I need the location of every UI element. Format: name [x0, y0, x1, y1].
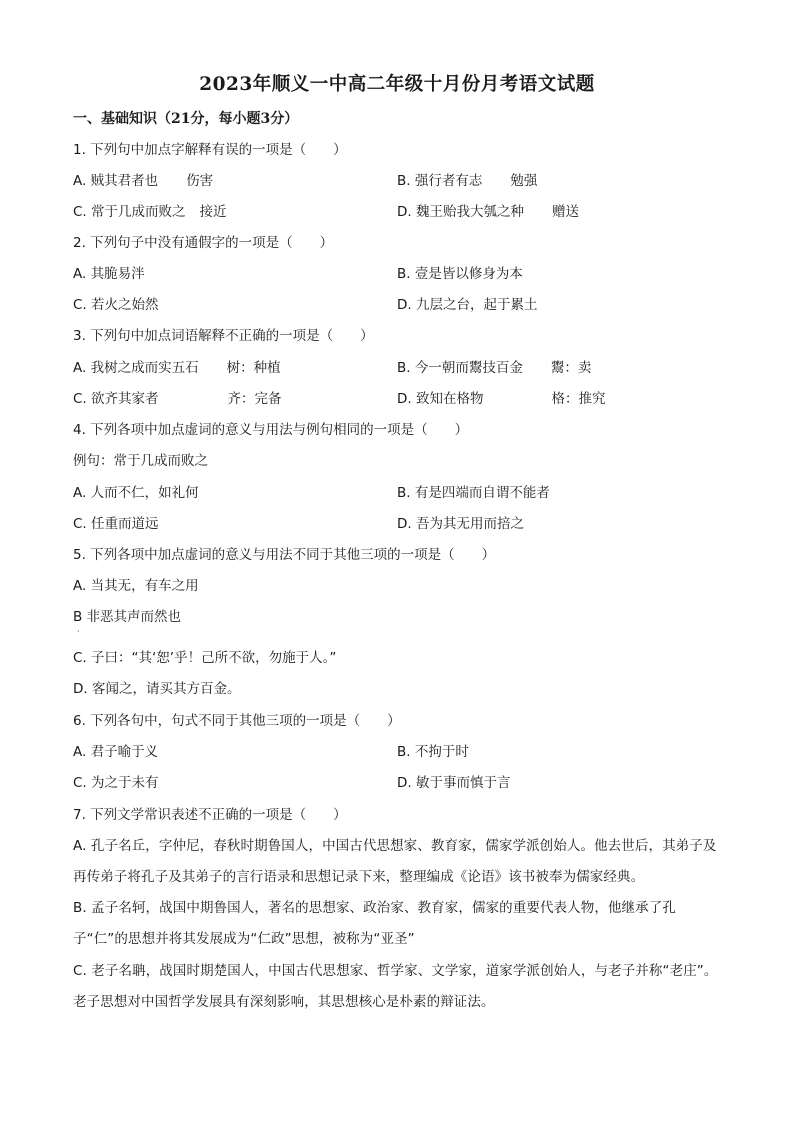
q3-option-c: [73, 389, 282, 409]
q4-option-b: B. 有是四端而自谓不能者: [397, 485, 550, 501]
page-title: 2023年顺义一中高二年级十月份月考语文试题: [199, 74, 595, 95]
q1-option-b-gloss: 勉强: [510, 173, 538, 189]
q4-example: 例句：常于几成而败之: [73, 453, 208, 469]
q1-option-b-text: B. 强行者有志: [397, 173, 483, 189]
q6-option-a: A. 君子喻于义: [73, 744, 159, 760]
q1-option-d-gloss: 赠送: [551, 204, 579, 220]
q1-option-c: [73, 202, 227, 222]
q5-option-b-dot-mark: ·: [77, 627, 80, 636]
q7-option-c: C. 老子名聃，战国时期楚国人，中国古代思想家、哲学家、文学家，道家学派创始人，与老子并称“老庄”。老子思想对中国哲学发展具有深刻影响，其思想核心是朴素的辩证法。: [73, 963, 718, 1010]
q3-option-d: [397, 389, 605, 409]
q3-option-c-gloss: 齐：完备: [227, 391, 282, 407]
q7-stem: 7. 下列文学常识表述不正确的一项是（ ）: [73, 807, 347, 823]
q5-option-b: B 非恶其声而然也: [73, 609, 182, 625]
q7-option-b: B. 孟子名轲，战国中期鲁国人，著名的思想家、政治家、教育家，儒家的重要代表人物，他继承了孔子“仁”的思想并将其发展成为“仁政”思想，被称为“亚圣”: [73, 900, 676, 947]
q2-option-a: A. 其脆易泮: [73, 266, 145, 282]
q1-option-b: [397, 171, 537, 191]
section-heading: 一、基础知识（21分，每小题3分）: [73, 111, 299, 127]
q4-option-a: A. 人而不仁，如礼何: [73, 485, 199, 501]
q3-option-d-text: D. 致知在格物: [397, 391, 484, 407]
q3-option-b: [397, 358, 591, 378]
q1-option-d-text: D. 魏王贻我大瓠之种: [397, 204, 524, 220]
q6-option-d: D. 敏于事而慎于言: [397, 775, 511, 791]
q2-stem: 2. 下列句子中没有通假字的一项是（ ）: [73, 235, 334, 251]
q3-option-b-gloss: 鬻：卖: [550, 360, 592, 376]
q3-option-b-text: B. 今一朝而鬻技百金: [397, 360, 523, 376]
q6-stem: 6. 下列各句中，句式不同于其他三项的一项是（ ）: [73, 713, 401, 729]
q2-option-d: D. 九层之台，起于累土: [397, 297, 538, 313]
q1-stem: 1. 下列句中加点字解释有误的一项是（ ）: [73, 142, 347, 158]
q6-option-b: B. 不拘于时: [397, 744, 469, 760]
q5-option-d: D. 客闻之，请买其方百金。: [73, 681, 241, 697]
q1-option-c-text: C. 常于几成而败之: [73, 204, 186, 220]
q1-option-a-gloss: 伤害: [186, 173, 214, 189]
q4-option-c: C. 任重而道远: [73, 516, 159, 532]
q3-stem: 3. 下列句中加点词语解释不正确的一项是（ ）: [73, 328, 374, 344]
q7-option-a: A. 孔子名丘，字仲尼，春秋时期鲁国人，中国古代思想家、教育家，儒家学派创始人。他去世后，其弟子及再传弟子将孔子及其弟子的言行语录和思想记录下来，整理编成《论语》该书被奉为儒家经典。: [73, 838, 717, 885]
q2-option-c: C. 若火之始然: [73, 297, 159, 313]
q3-option-d-gloss: 格：推究: [551, 391, 606, 407]
q4-stem: 4. 下列各项中加点虚词的意义与用法与例句相同的一项是（ ）: [73, 422, 469, 438]
q3-option-c-text: C. 欲齐其家者: [73, 391, 159, 407]
q5-option-a: A. 当其无，有车之用: [73, 578, 199, 594]
q5-stem: 5. 下列各项中加点虚词的意义与用法不同于其他三项的一项是（ ）: [73, 547, 496, 563]
q1-option-a-text: A. 贼其君者也: [73, 173, 159, 189]
q1-option-a: [73, 171, 213, 191]
q6-option-c: C. 为之于未有: [73, 775, 159, 791]
q3-option-a-text: A. 我树之成而实五石: [73, 360, 199, 376]
q5-option-c: C. 子曰：“其‘恕’乎！己所不欲，勿施于人。”: [73, 650, 337, 666]
q1-option-c-gloss: 接近: [199, 204, 227, 220]
q4-option-d: D. 吾为其无用而掊之: [397, 516, 524, 532]
q3-option-a: [73, 358, 281, 378]
q1-option-d: [397, 202, 579, 222]
q2-option-b: B. 壹是皆以修身为本: [397, 266, 523, 282]
q3-option-a-gloss: 树：种植: [226, 360, 281, 376]
